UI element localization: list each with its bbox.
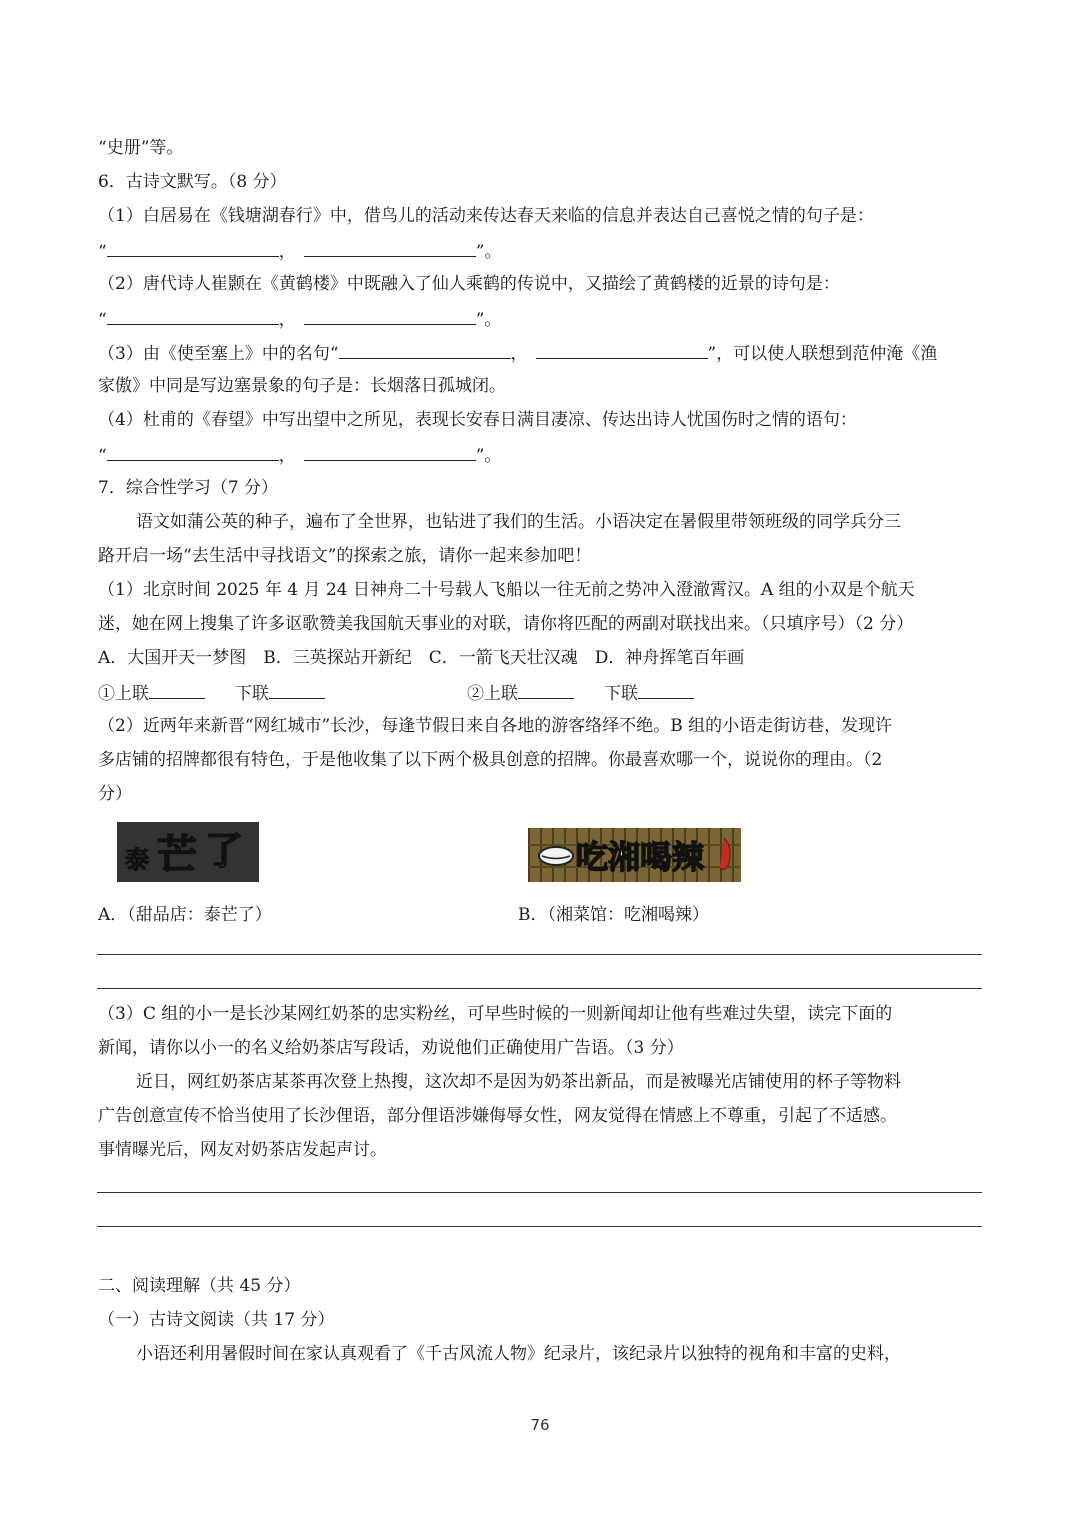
text-line: 迷，她在网上搜集了许多讴歌赞美我国航天事业的对联，请你将匹配的两副对联找出来。（只填序号）（2 分） [98,614,914,634]
paragraph-line: 小语还利用暑假时间在家认真观看了《千古风流人物》纪录片，该纪录片以独特的视角和丰富的史料， [136,1344,901,1364]
blank-field[interactable] [149,680,205,699]
comma: ， [278,446,296,466]
text-line: “史册”等。 [98,138,184,158]
blank-field[interactable] [304,306,476,325]
text-line: 分） [98,784,132,804]
news-paragraph-line: 事情曝光后，网友对奶茶店发起声讨。 [98,1140,387,1160]
question-6-3 [98,340,937,366]
sign-a-char-2: 芒 [157,832,197,878]
blank-field[interactable] [107,442,279,461]
news-paragraph-line: 近日，网红奶茶店某茶再次登上热搜，这次却不是因为奶茶出新品，而是被曝光店铺使用的杯子等物料 [136,1072,901,1092]
close-quote: ”。 [475,446,502,466]
couplet-options: A．大国开天一梦图 B．三英探站开新纪 C．一箭飞天壮汉魂 D．神舟挥笔百年画 [98,648,745,668]
answer-rule[interactable] [97,954,982,955]
answer-line-6-1 [98,238,501,264]
paragraph-line: 语文如蒲公英的种子，遍布了全世界，也钻进了我们的生活。小语决定在暑假里带领班级的同学兵分三 [136,512,901,532]
section-heading: 二、阅读理解（共 45 分） [98,1276,301,1296]
question-text: ”，可以使人联想到范仲淹《渔 [707,344,938,364]
label: ②上联 [467,684,518,704]
blank-field[interactable] [107,238,279,257]
sign-a-char-1: 泰 [125,846,149,874]
sign-a-graphic [117,822,259,882]
label: 下联 [604,684,638,704]
page-number: 76 [530,1416,550,1434]
question-7-1: （1）北京时间 2025 年 4 月 24 日神舟二十号载人飞船以一往无前之势冲入澄澈霄汉。A 组的小双是个航天 [98,580,915,600]
label: 下联 [235,684,269,704]
question-6-heading: 6．古诗文默写。（8 分） [98,172,287,192]
blank-field[interactable] [339,340,511,359]
text-line: 家傲》中同是写边塞景象的句子是：长烟落日孤城闭。 [98,376,506,396]
option-b-label: B．（湘菜馆：吃湘喝辣） [518,905,709,925]
paragraph-line: 路开启一场“去生活中寻找语文”的探索之旅，请你一起来参加吧！ [98,546,592,566]
blank-field[interactable] [304,442,476,461]
sign-image-b [528,828,741,882]
comma: ， [278,310,296,330]
open-quote: “ [98,446,107,466]
text-line: 新闻，请你以小一的名义给奶茶店写段话，劝说他们正确使用广告语。（3 分） [98,1038,684,1058]
question-6-2: （2）唐代诗人崔颢在《黄鹤楼》中既融入了仙人乘鹤的传说中，又描绘了黄鹤楼的近景的诗句是： [98,274,840,294]
blank-field[interactable] [269,680,325,699]
answer-line-6-2 [98,306,501,332]
answer-rule[interactable] [97,1192,982,1193]
couplet-answer-row [98,680,738,706]
news-paragraph-line: 广告创意宣传不恰当使用了长沙俚语，部分俚语涉嫌侮辱女性，网友觉得在情感上不尊重，引起了不适感。 [98,1106,897,1126]
question-7-2: （2）近两年来新晋“网红城市”长沙，每逢节假日来自各地的游客络绎不绝。B 组的小语走街访巷，发现许 [98,716,893,736]
question-6-4: （4）杜甫的《春望》中写出望中之所见，表现长安春日满目凄凉、传达出诗人忧国伤时之情的语句： [98,410,857,430]
sign-b-text: 吃湘喝辣 [576,838,705,876]
open-quote: “ [98,310,107,330]
blank-field[interactable] [536,340,708,359]
answer-rule[interactable] [97,988,982,989]
blank-field[interactable] [304,238,476,257]
comma: ， [278,242,296,262]
blank-field[interactable] [107,306,279,325]
subsection-heading: （一）古诗文阅读（共 17 分） [98,1310,335,1330]
question-7-3: （3）C 组的小一是长沙某网红奶茶的忠实粉丝，可早些时候的一则新闻却让他有些难过失望，读完下面的 [98,1004,893,1024]
close-quote: ”。 [475,310,502,330]
sign-a-char-3: 了 [205,829,244,873]
question-6-1: （1）白居易在《钱塘湖春行》中，借鸟儿的活动来传达春天来临的信息并表达自己喜悦之情的句子是： [98,206,874,226]
sign-image-a [117,822,259,882]
sign-b-graphic [528,828,741,882]
blank-field[interactable] [518,680,574,699]
text-line: 多店铺的招牌都很有特色，于是他收集了以下两个极具创意的招牌。你最喜欢哪一个，说说你的理由。（2 [98,750,883,770]
question-text: （3）由《使至塞上》中的名句“ [98,344,339,364]
option-a-label: A．（甜品店：泰芒了） [98,905,272,925]
question-7-heading: 7．综合性学习（7 分） [98,478,279,498]
comma: ， [510,344,528,364]
answer-line-6-4 [98,442,501,468]
label: ①上联 [98,684,149,704]
open-quote: “ [98,242,107,262]
blank-field[interactable] [638,680,694,699]
answer-rule[interactable] [97,1226,982,1227]
close-quote: ”。 [475,242,502,262]
